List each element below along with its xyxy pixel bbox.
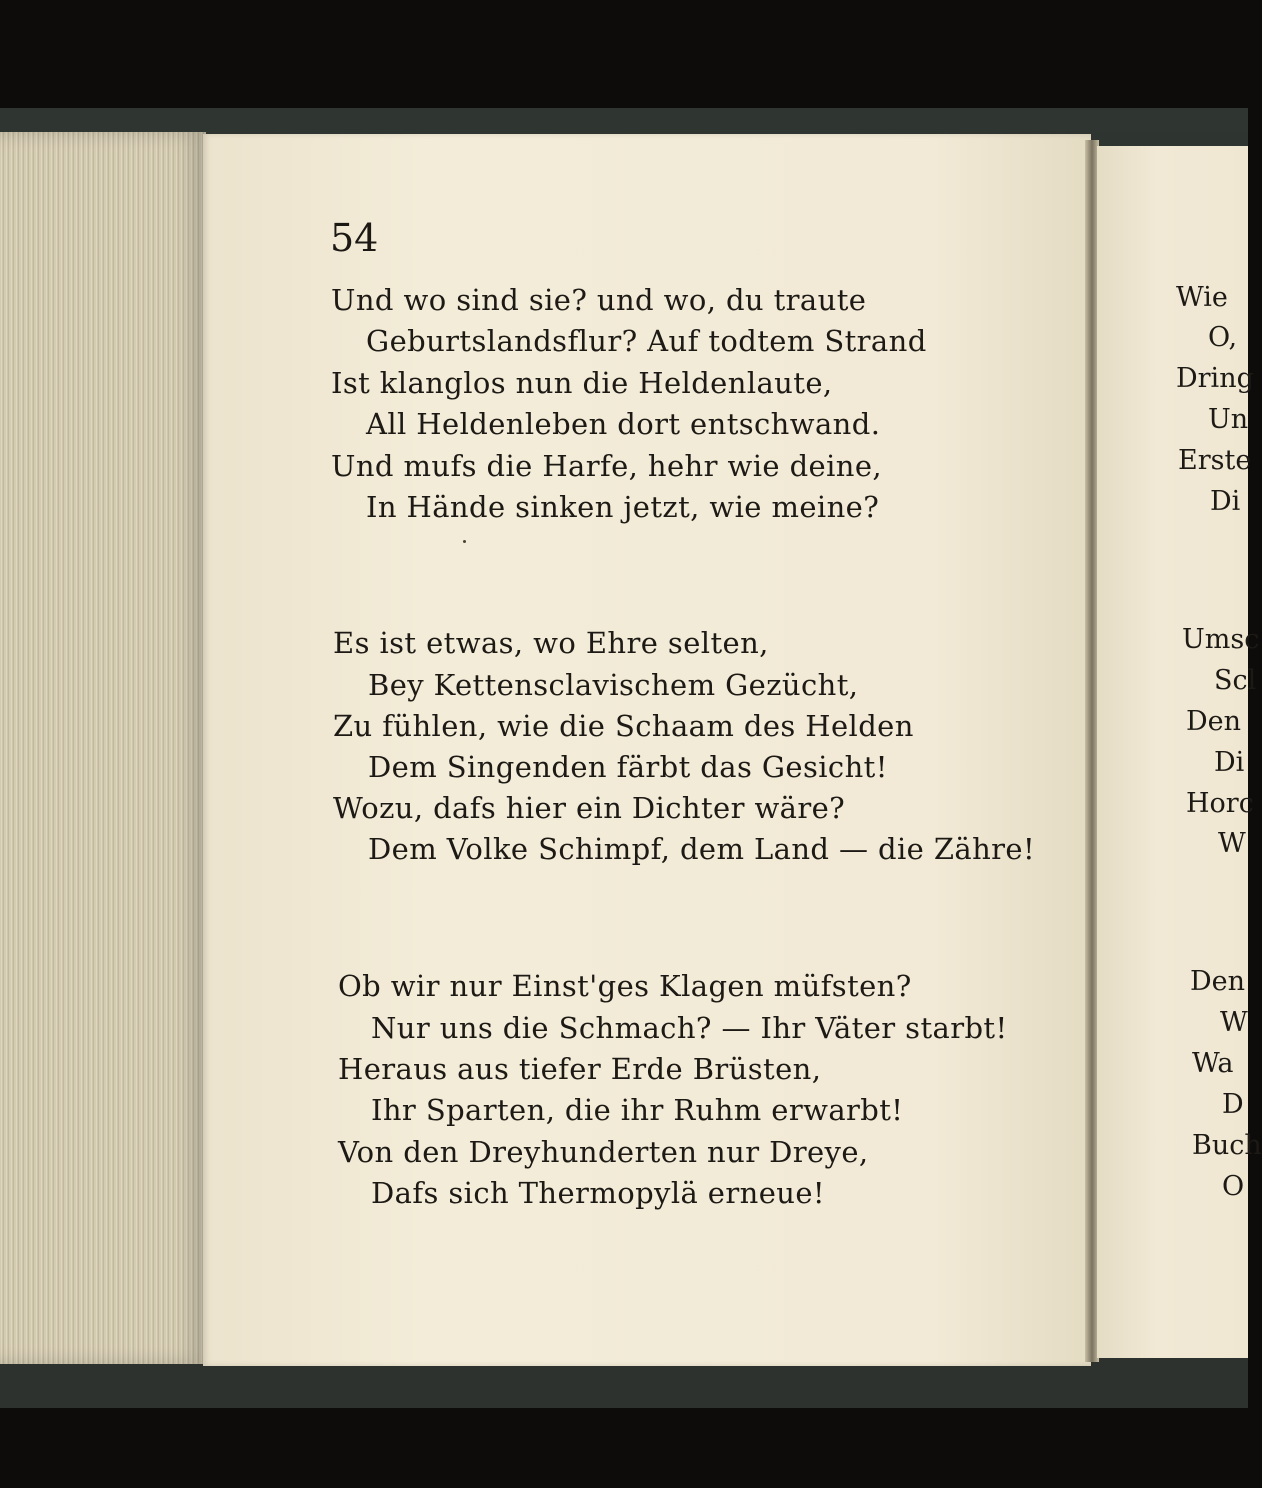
- right-page-fragment: Buch: [1192, 1130, 1262, 1161]
- right-page-fragment: W: [1220, 1007, 1248, 1038]
- verse-line: Dafs sich Thermopylä erneue!: [371, 1176, 825, 1210]
- verse-line: Ob wir nur Einst'ges Klagen müfsten?: [338, 969, 912, 1003]
- right-page-fragment: W: [1218, 828, 1246, 859]
- right-page-fragment: Horc: [1186, 788, 1254, 819]
- verse-line: All Heldenleben dort entschwand.: [366, 407, 881, 441]
- verse-line: Bey Kettensclavischem Gezücht,: [368, 668, 859, 702]
- verse-line: Heraus aus tiefer Erde Brüsten,: [338, 1052, 822, 1086]
- verse-line: Dem Singenden färbt das Gesicht!: [368, 750, 888, 784]
- verse-line: Geburtslandsflur? Auf todtem Strand: [366, 324, 927, 358]
- verse-line: Zu fühlen, wie die Schaam des Helden: [333, 709, 914, 743]
- verse-line: Von den Dreyhunderten nur Dreye,: [338, 1135, 869, 1169]
- verse-line: Ihr Sparten, die ihr Ruhm erwarbt!: [371, 1093, 904, 1127]
- page-number: 54: [330, 216, 379, 260]
- right-page-fragment: O,: [1208, 322, 1238, 353]
- right-page-fragment: Dring: [1176, 363, 1254, 394]
- verse-line: Dem Volke Schimpf, dem Land — die Zähre!: [368, 832, 1036, 866]
- verse-line: Und mufs die Harfe, hehr wie deine,: [331, 449, 883, 483]
- right-page-fragment: Den: [1186, 706, 1242, 737]
- right-page-fragment: Den: [1190, 966, 1246, 997]
- right-page-fragment: Wa: [1192, 1048, 1234, 1079]
- right-page-fragment: Di: [1214, 747, 1245, 778]
- verse-line: Und wo sind sie? und wo, du traute: [331, 283, 867, 317]
- right-page-fragment: Di: [1210, 486, 1241, 517]
- right-page-fragment: Erste: [1178, 445, 1252, 476]
- right-page-fragment: Un: [1208, 404, 1249, 435]
- verse-line: Es ist etwas, wo Ehre selten,: [333, 626, 769, 660]
- page-block-edges: [0, 132, 206, 1364]
- right-page-fragment: Umsc: [1182, 624, 1260, 655]
- right-page-fragment: Scl: [1214, 665, 1257, 696]
- verse-line: Nur uns die Schmach? — Ihr Väter starbt!: [371, 1011, 1008, 1045]
- verse-line: Wozu, dafs hier ein Dichter wäre?: [333, 791, 846, 825]
- right-page-fragment: O: [1222, 1171, 1245, 1202]
- verse-line: In Hände sinken jetzt, wie meine?: [366, 490, 880, 524]
- verse-line: Ist klanglos nun die Heldenlaute,: [331, 366, 833, 400]
- right-page-fragment: D: [1222, 1089, 1244, 1120]
- ink-speck: [463, 540, 466, 543]
- right-page-fragment: Wie: [1176, 282, 1228, 313]
